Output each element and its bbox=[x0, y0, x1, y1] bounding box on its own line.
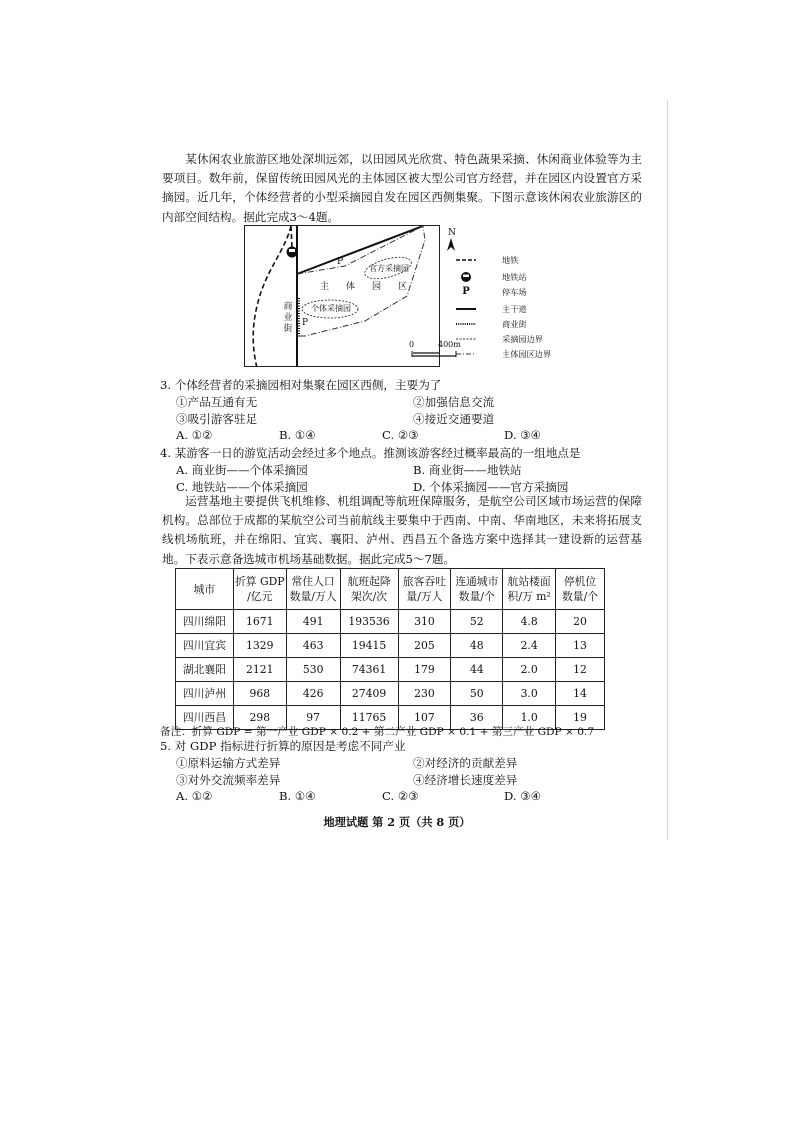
table-cell: 50 bbox=[451, 682, 503, 706]
table-row bbox=[176, 658, 605, 682]
table-cell: 426 bbox=[286, 682, 340, 706]
subway-station-icon bbox=[456, 271, 476, 283]
legend-station-text: 地铁站 bbox=[502, 272, 527, 282]
table-cell: 230 bbox=[398, 682, 451, 706]
table-header-text: 数量/万人 bbox=[289, 590, 337, 603]
table-header-text: 城市 bbox=[193, 582, 216, 596]
passage-2-text: 运营基地主要提供飞机维修、机组调配等航班保障服务，是航空公司区域市场运营的保障机构。总部位于成都的某航空公司当前航线主要集中于西南、中南、华南地区，未来将拓展支线机场航班，并在绵阳、宜宾、襄阳、泸州、西昌五个备选方案中选择其一建设新的运营基地。下表示意备选城市机场基础数据。据此完成5～7题。 bbox=[162, 494, 642, 566]
question-4-stem: 4. 某游客一日的游览活动会经过多个地点。推测该游客经过概率最高的一组地点是 bbox=[160, 446, 581, 460]
table-cell: 19415 bbox=[340, 634, 398, 658]
table-header-text: 停机位 bbox=[563, 575, 597, 588]
question-4 bbox=[160, 445, 650, 495]
street-char-1: 商 bbox=[283, 302, 293, 312]
question-5 bbox=[160, 738, 650, 805]
table-row bbox=[176, 682, 605, 706]
q5-item-4: ④经济增长速度差异 bbox=[413, 772, 518, 787]
table-row bbox=[176, 610, 605, 634]
q5-item-1: ①原料运输方式差异 bbox=[176, 755, 281, 770]
table-header-cell bbox=[176, 569, 234, 610]
table-header-cell bbox=[398, 569, 451, 610]
table-header-text: 数量/个 bbox=[458, 590, 495, 603]
table-city-cell: 四川绵阳 bbox=[176, 610, 234, 634]
question-3-options bbox=[160, 427, 650, 444]
q5-option-b: B. ①④ bbox=[279, 789, 316, 804]
table-cell: 4.8 bbox=[503, 610, 556, 634]
legend-subway-text: 地铁 bbox=[502, 255, 519, 265]
table-header-text: 数量/个 bbox=[562, 590, 599, 603]
legend-parking bbox=[456, 286, 586, 298]
table-cell: 107 bbox=[398, 706, 451, 730]
table-header-text: 航站楼面 bbox=[507, 575, 551, 588]
private-orchard-label: 个体采摘园 bbox=[311, 304, 351, 313]
table-row bbox=[176, 634, 605, 658]
q5-option-a: A. ①② bbox=[176, 789, 213, 804]
table-header-text: 积/万 m² bbox=[507, 590, 551, 603]
table-cell: 11765 bbox=[340, 706, 398, 730]
legend-main-road bbox=[456, 303, 586, 315]
legend-orchard-boundary-text: 采摘园边界 bbox=[502, 334, 543, 344]
table-cell: 36 bbox=[451, 706, 503, 730]
table-cell: 3.0 bbox=[503, 682, 556, 706]
parking-icon: P bbox=[462, 286, 470, 297]
table-header-cell bbox=[556, 569, 605, 610]
table-header-cell bbox=[286, 569, 340, 610]
scan-edge-line bbox=[667, 100, 668, 840]
q3-option-b: B. ①④ bbox=[279, 428, 316, 443]
q3-option-a: A. ①② bbox=[176, 428, 213, 443]
legend-main-road-text: 主干道 bbox=[502, 304, 527, 314]
legend-parking-text: 停车场 bbox=[502, 287, 527, 297]
legend-street-text: 商业街 bbox=[502, 319, 527, 329]
table-cell: 491 bbox=[286, 610, 340, 634]
table-cell: 193536 bbox=[340, 610, 398, 634]
table-cell: 52 bbox=[451, 610, 503, 634]
subway-line bbox=[253, 226, 291, 367]
q3-option-c: C. ②③ bbox=[382, 428, 419, 443]
legend-orchard-boundary bbox=[456, 333, 586, 345]
table-header-cell bbox=[503, 569, 556, 610]
table-cell: 2.0 bbox=[503, 658, 556, 682]
question-5-options bbox=[160, 788, 650, 805]
parking-official: P bbox=[337, 257, 344, 267]
table-header-text: 折算 GDP bbox=[234, 575, 285, 588]
question-3 bbox=[160, 377, 650, 444]
table-header-cell bbox=[451, 569, 503, 610]
q5-item-3: ③对外交流频率差异 bbox=[176, 772, 281, 787]
table-header-text: 连通城市 bbox=[455, 575, 499, 588]
official-orchard-label: 官方采摘园 bbox=[369, 264, 409, 273]
table-city-cell: 四川泸州 bbox=[176, 682, 234, 706]
table-body bbox=[176, 610, 605, 730]
legend-station bbox=[456, 271, 586, 283]
table-cell: 74361 bbox=[340, 658, 398, 682]
table-cell: 1671 bbox=[233, 610, 286, 634]
table-city-cell: 湖北襄阳 bbox=[176, 658, 234, 682]
scale-zero: 0 bbox=[409, 340, 415, 349]
scale-length: 400m bbox=[438, 340, 461, 349]
q4-option-b: B. 商业街——地铁站 bbox=[413, 462, 522, 477]
table-cell: 44 bbox=[451, 658, 503, 682]
table-cell: 19 bbox=[556, 706, 605, 730]
table-header-text: 航班起降 bbox=[347, 575, 391, 588]
q4-option-c: C. 地铁站——个体采摘园 bbox=[176, 479, 308, 494]
table-note: 备注：折算 GDP = 第一产业 GDP × 0.2 + 第二产业 GDP × 0.1 + 第三产业 GDP × 0.7 bbox=[160, 726, 595, 738]
main-park-boundary bbox=[297, 226, 425, 336]
main-park-char-2: 体 bbox=[346, 282, 356, 292]
page-footer: 地理试题 第 2 页（共 8 页） bbox=[323, 815, 471, 829]
main-park-char-3: 园 bbox=[372, 282, 382, 292]
table-header-row bbox=[176, 569, 605, 610]
main-park-char-1: 主 bbox=[320, 282, 330, 292]
table-cell: 1329 bbox=[233, 634, 286, 658]
table-cell: 968 bbox=[233, 682, 286, 706]
passage-airline bbox=[162, 492, 642, 569]
table-cell: 2.4 bbox=[503, 634, 556, 658]
question-4-options bbox=[160, 462, 650, 496]
q5-item-2: ②对经济的贡献差异 bbox=[413, 755, 518, 770]
question-5-statements bbox=[160, 755, 650, 789]
question-3-stem: 3. 个体经营者的采摘园相对集聚在园区西侧，主要为了 bbox=[160, 378, 442, 392]
table-header-cell bbox=[233, 569, 286, 610]
q5-option-c: C. ②③ bbox=[382, 789, 419, 804]
table-header-text: 常住人口 bbox=[291, 575, 335, 588]
q3-item-4: ④接近交通要道 bbox=[413, 411, 495, 426]
north-label: N bbox=[448, 228, 456, 238]
legend-street bbox=[456, 318, 586, 330]
q3-item-3: ③吸引游客驻足 bbox=[176, 411, 258, 426]
passage-1-text: 某休闲农业旅游区地处深圳远郊，以田园风光欣赏、特色蔬果采摘、休闲商业体验等为主要项目。数年前，保留传统田园风光的主体园区被大型公司官方经营，并在园区内设置官方采摘园。近几年，个体经营者的小型采摘园自发在园区西侧集聚。下图示意该休闲农业旅游区的内部空间结构。据此完成3～4题。 bbox=[162, 152, 642, 224]
table-cell: 179 bbox=[398, 658, 451, 682]
table-header-text: 架次/次 bbox=[351, 590, 388, 603]
q3-item-2: ②加强信息交流 bbox=[413, 394, 495, 409]
table-cell: 27409 bbox=[340, 682, 398, 706]
table-cell: 530 bbox=[286, 658, 340, 682]
passage-agritourism bbox=[162, 150, 642, 227]
legend-park-boundary-text: 主体园区边界 bbox=[502, 349, 552, 359]
north-arrow-icon bbox=[446, 238, 456, 252]
q3-item-1: ①产品互通有无 bbox=[176, 394, 258, 409]
street-char-3: 街 bbox=[283, 324, 293, 334]
table-cell: 97 bbox=[286, 706, 340, 730]
table-cell: 48 bbox=[451, 634, 503, 658]
table-cell: 2121 bbox=[233, 658, 286, 682]
q5-option-d: D. ③④ bbox=[504, 789, 542, 804]
question-3-statements bbox=[160, 394, 650, 428]
parking-street: P bbox=[302, 318, 309, 328]
scale-bar-icon bbox=[411, 350, 457, 358]
table-cell: 20 bbox=[556, 610, 605, 634]
table-cell: 14 bbox=[556, 682, 605, 706]
table-cell: 298 bbox=[233, 706, 286, 730]
table-header-text: 旅客吞吐 bbox=[402, 575, 447, 588]
table-city-cell: 四川宜宾 bbox=[176, 634, 234, 658]
q3-option-d: D. ③④ bbox=[504, 428, 542, 443]
legend-subway bbox=[456, 254, 586, 266]
q4-option-d: D. 个体采摘园——官方采摘园 bbox=[413, 479, 569, 494]
street-char-2: 业 bbox=[283, 313, 293, 323]
table-header-text: /亿元 bbox=[247, 590, 273, 603]
table-city-cell: 四川西昌 bbox=[176, 706, 234, 730]
table-cell: 310 bbox=[398, 610, 451, 634]
legend-park-boundary bbox=[456, 348, 586, 360]
table-cell: 463 bbox=[286, 634, 340, 658]
table-cell: 205 bbox=[398, 634, 451, 658]
question-5-stem: 5. 对 GDP 指标进行折算的原因是考虑不同产业 bbox=[160, 739, 406, 753]
city-table-wrap bbox=[175, 568, 605, 730]
main-park-char-4: 区 bbox=[398, 282, 408, 292]
q4-option-a: A. 商业街——个体采摘园 bbox=[176, 462, 308, 477]
table-cell: 13 bbox=[556, 634, 605, 658]
city-airport-table bbox=[175, 568, 605, 730]
subway-line-upper bbox=[291, 226, 292, 248]
table-header-text: 量/万人 bbox=[406, 590, 443, 603]
table-header-cell bbox=[340, 569, 398, 610]
table-cell: 1.0 bbox=[503, 706, 556, 730]
table-cell: 12 bbox=[556, 658, 605, 682]
